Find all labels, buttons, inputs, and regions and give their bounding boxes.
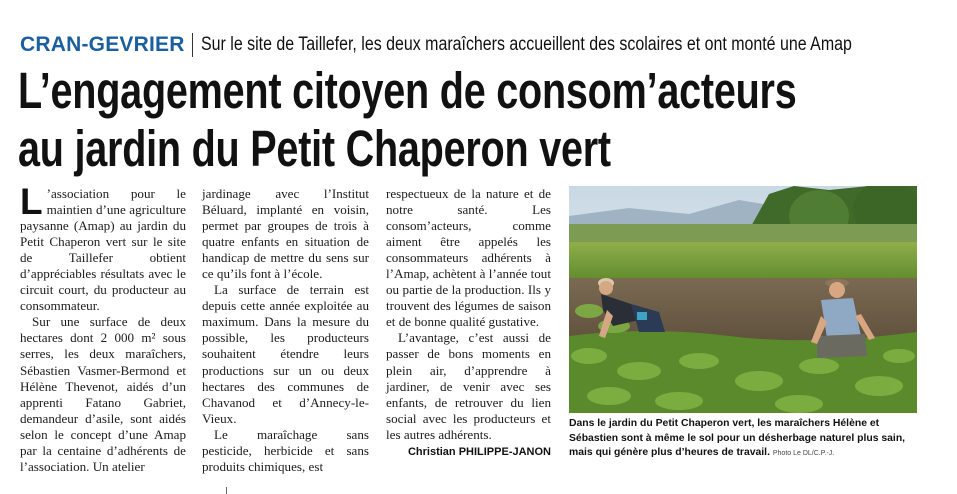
headline-line-1: L’engagement citoyen de consom’acteurs <box>18 62 797 119</box>
paragraph-4-cont: respectueux de la nature et de notre santé. Les consom’acteurs, comme aiment être appelés les consommateurs adhérents à l’Amap, achètent à l’année tout ou partie de la production. Ils y trouvent des légumes de saison et de bonne qualité gustative. <box>386 186 551 330</box>
photo-credit: Photo Le DL/C.P.-J. <box>772 450 835 458</box>
caption-text: Dans le jardin du Petit Chaperon vert, les maraîchers Hélène et Sébastien sont à même le sol pour un désherbage naturel plus sain, mais qui génère plus d’heures de travail. <box>569 418 906 459</box>
text-column-3 <box>386 186 551 443</box>
photo-caption <box>569 417 929 462</box>
paragraph-4: Le maraîchage sans pesticide, herbicide et sans produits chimiques, est <box>202 426 369 474</box>
text-column-1 <box>20 181 186 475</box>
paragraph-3: La surface de terrain est depuis cette année exploitée au maximum. Dans la mesure du possible, les producteurs souhaitent étendre leurs productions sur un ou deux hectares des communes de Chavanod et d’Annecy-le-Vieux. <box>202 282 369 426</box>
kicker-deck: Sur le site de Taillefer, les deux maraîchers accueillent des scolaires et ont monté une Amap <box>200 34 852 55</box>
column-rule-mark <box>226 487 227 494</box>
paragraph-5: L’avantage, c’est aussi de passer de bons moments en plein air, d’apprendre à jardiner, de venir avec ses enfants, de retrouver du lien social avec les producteurs et les autres adhérents. <box>386 330 551 442</box>
kicker-location: CRAN-GEVRIER <box>20 33 185 56</box>
text-column-2 <box>202 186 369 475</box>
garden-photo-illustration <box>569 186 917 413</box>
paragraph-1: L ’association pour le maintien d’une agriculture paysanne (Amap) au jardin du Petit Chaperon vert sur le site de Taillefer obtient d’appréciables résultats avec le circuit court, du producteur au consommateur. <box>20 181 186 314</box>
article-photo <box>569 186 917 413</box>
kicker-divider <box>192 33 193 57</box>
article-kicker <box>20 30 957 60</box>
paragraph-2-cont: jardinage avec l’Institut Béluard, implanté en voisin, permet par groupes de trois à quatre enfants en situation de handicap de mettre du sens sur ce qu’ils font à l’école. <box>202 186 369 282</box>
paragraph-2: Sur une surface de deux hectares dont 2 000 m² sous serres, les deux maraîchers, Sébastien Vasmer-Bermond et Hélène Thevenot, aidés d’un apprenti Fatano Gabriet, demandeur d’asile, sont aidés selon le concept d’une Amap par la centaine d’adhérents de l’association. Un atelier <box>20 314 186 474</box>
headline-line-2: au jardin du Petit Chaperon vert <box>18 120 611 177</box>
author-byline: Christian PHILIPPE-JANON <box>407 446 551 458</box>
article-headline <box>18 62 872 178</box>
drop-cap: L <box>20 181 43 222</box>
